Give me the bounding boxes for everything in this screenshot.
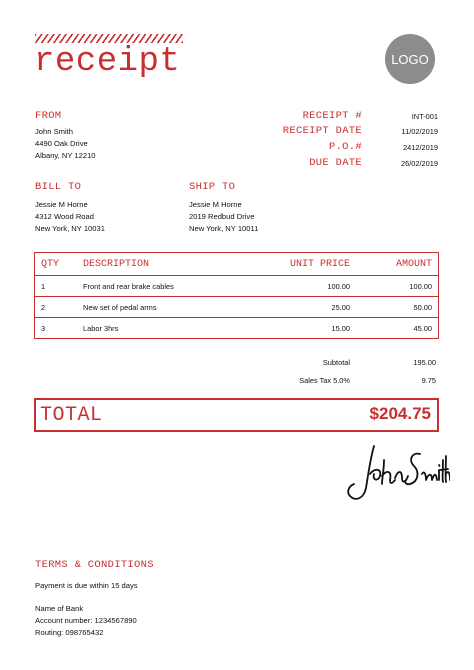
ship-to-label: SHIP TO — [189, 181, 236, 193]
table-row — [35, 297, 439, 318]
meta-value: INT-001 — [411, 112, 438, 121]
meta-value: 11/02/2019 — [401, 127, 438, 136]
tax-label: Sales Tax 5.0% — [299, 376, 350, 385]
meta-due-date — [240, 157, 440, 172]
bank-routing: Routing: 098765432 — [35, 628, 104, 637]
meta-receipt-number — [240, 110, 440, 125]
row-unit-price: 25.00 — [254, 297, 356, 318]
line-items-table — [34, 252, 439, 339]
bank-account: Account number: 1234567890 — [35, 616, 137, 625]
header-qty: QTY — [35, 253, 78, 276]
row-unit-price: 100.00 — [327, 281, 350, 291]
table-header-row — [35, 253, 439, 276]
bill-to-label: BILL TO — [35, 181, 82, 193]
header-amount: AMOUNT — [356, 253, 439, 276]
row-description: Labor 3hrs — [77, 318, 254, 339]
row-qty: 3 — [35, 318, 78, 339]
row-amount: 45.00 — [356, 318, 439, 339]
meta-label: DUE DATE — [309, 157, 362, 169]
row-description: Front and rear brake cables — [83, 281, 174, 291]
bill-to-city: New York, NY 10031 — [35, 224, 105, 233]
page-title: receipt — [34, 43, 181, 81]
row-unit-price: 15.00 — [254, 318, 356, 339]
ship-to-street: 2019 Redbud Drive — [189, 212, 255, 221]
meta-value: 26/02/2019 — [401, 159, 438, 168]
total-label: TOTAL — [40, 404, 103, 427]
meta-label: P.O.# — [328, 141, 362, 153]
header-description: DESCRIPTION — [77, 253, 254, 276]
meta-po-number — [240, 141, 440, 156]
bank-name: Name of Bank — [35, 604, 84, 613]
bill-to-street: 4312 Wood Road — [35, 212, 94, 221]
meta-label: RECEIPT # — [302, 110, 362, 122]
ship-to-city: New York, NY 10011 — [189, 224, 259, 233]
terms-label: TERMS & CONDITIONS — [35, 559, 154, 571]
bill-to-address — [35, 199, 105, 235]
row-amount: 50.00 — [356, 297, 439, 318]
row-description: New set of pedal arms — [77, 297, 254, 318]
total-value: $204.75 — [369, 404, 431, 423]
from-name: John Smith — [35, 127, 73, 136]
ship-to-name: Jessie M Horne — [189, 200, 242, 209]
meta-receipt-date — [240, 125, 440, 140]
from-label: FROM — [35, 110, 62, 122]
subtotal-label: Subtotal — [322, 358, 350, 367]
header-unit-price: UNIT PRICE — [254, 253, 356, 276]
from-city: Albany, NY 12210 — [35, 151, 96, 160]
from-street: 4490 Oak Drive — [35, 139, 88, 148]
bank-details — [35, 603, 137, 639]
bill-to-name: Jessie M Horne — [35, 200, 88, 209]
total-box — [34, 398, 439, 432]
row-qty: 2 — [35, 297, 78, 318]
row-amount: 100.00 — [409, 281, 432, 291]
from-address — [35, 126, 96, 162]
terms-note: Payment is due within 15 days — [35, 581, 138, 590]
meta-label: RECEIPT DATE — [282, 125, 362, 137]
tax-value: 9.75 — [421, 376, 436, 385]
row-qty: 1 — [41, 281, 46, 291]
logo-placeholder: LOGO — [385, 34, 435, 84]
table-row — [35, 318, 439, 339]
ship-to-address — [189, 199, 258, 235]
signature — [340, 440, 450, 505]
table-row — [35, 276, 439, 297]
subtotal-value: 195.00 — [413, 358, 436, 367]
meta-value: 2412/2019 — [403, 143, 438, 152]
